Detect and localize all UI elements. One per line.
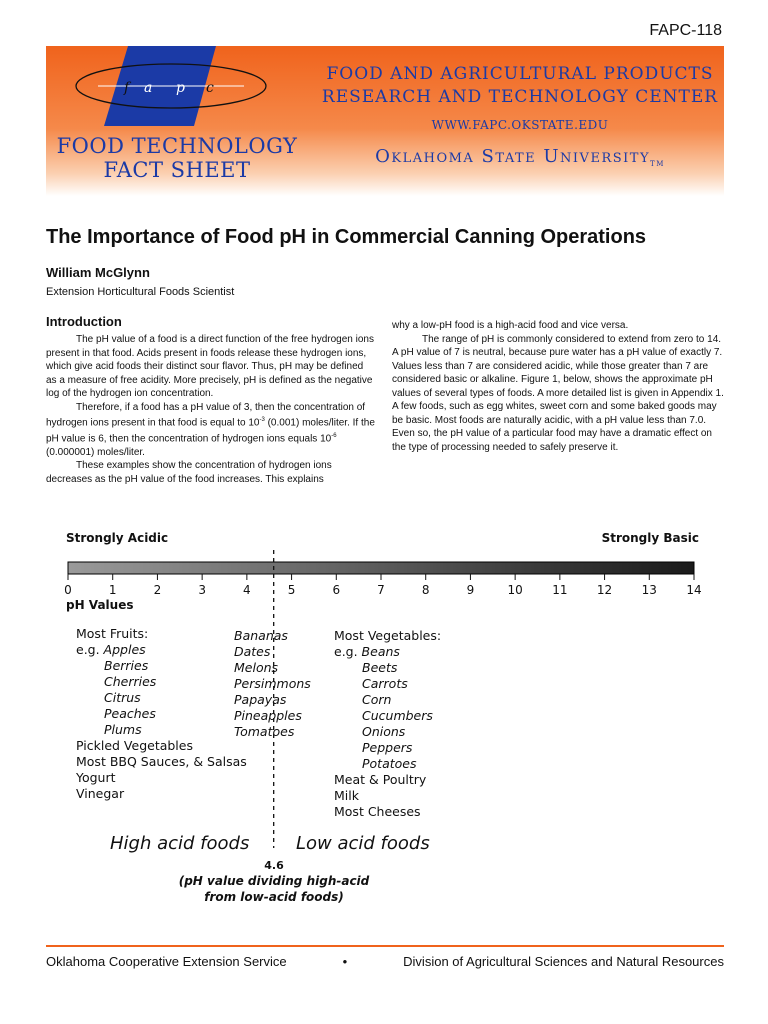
logo-letter-p: p	[176, 80, 185, 96]
food-item: Yogurt	[76, 770, 116, 785]
food-item: Most Vegetables:	[334, 628, 442, 643]
p2-text-c: (0.000001) moles/liter.	[46, 446, 145, 458]
author-name: William McGlynn	[46, 265, 150, 280]
food-item: Persimmons	[234, 676, 311, 691]
divider-note-line2: from low-acid foods)	[204, 890, 344, 904]
food-item: Citrus	[104, 690, 141, 705]
p2-text-a: Therefore, if a food has a pH value of 3, then the concentration of hydrogen ions present in that food is equal to 10	[46, 401, 366, 429]
scale-tick-label: 9	[466, 583, 475, 597]
right-column	[392, 319, 724, 454]
food-item: Bananas	[234, 628, 288, 643]
university-name	[320, 146, 720, 168]
food-item: Cherries	[104, 674, 157, 689]
food-item: Cucumbers	[362, 708, 433, 723]
food-item: Potatoes	[362, 756, 417, 771]
scale-tick-label: 8	[421, 583, 430, 597]
left-column	[46, 333, 376, 486]
scale-tick-label: 10	[507, 583, 523, 597]
right-paragraph-2: The range of pH is commonly considered to extend from zero to 14. A pH value of 7 is neutral, because pure water has a pH value of exactly 7. Values less than 7 are considered acidic, while those greater than 7 are considered basic or alkaline. Figure 1, below, shows the approximate pH values of several types of foods. A more detailed list is given in Appendix 1. A few foods, such as egg whites, sweet corn and some baked goods may be basic. Most foods are naturally acidic, with a pH value less than 7.0. Even so, the pH value of a particular food may have a dramatic effect on the type of processing needed to safely preserve it.	[392, 333, 724, 453]
food-item: Most Cheeses	[334, 804, 421, 819]
document-code: FAPC-118	[649, 22, 722, 39]
food-item: Plums	[104, 722, 142, 737]
footer-right: Division of Agricultural Sciences and Natural Resources	[403, 954, 724, 969]
logo-letter-f: f	[124, 80, 130, 96]
p2-exponent-2: -6	[331, 432, 337, 439]
logo-letter-a: a	[144, 80, 153, 96]
food-item: Tomatoes	[234, 724, 295, 739]
food-item: e.g. Beans	[334, 644, 400, 659]
footer	[46, 954, 724, 969]
right-paragraph-1: why a low-pH food is a high-acid food and vice versa.	[392, 320, 629, 331]
p2-exponent-1: -3	[259, 417, 265, 423]
scale-tick-label: 4	[243, 583, 251, 597]
ph-scale-bar	[68, 562, 694, 574]
author-role: Extension Horticultural Foods Scientist	[46, 286, 235, 298]
scale-tick-label: 7	[377, 583, 385, 597]
header-banner	[46, 46, 724, 196]
food-item: Onions	[362, 724, 406, 739]
food-item: Peaches	[104, 706, 156, 721]
trademark: TM	[650, 160, 665, 168]
scale-tick-label: 6	[332, 583, 341, 597]
ph-scale-figure	[0, 510, 768, 930]
food-item: Carrots	[362, 676, 408, 691]
intro-paragraph-2	[46, 401, 376, 460]
university-text: Oklahoma State University	[375, 146, 651, 167]
food-item: Berries	[104, 658, 149, 673]
food-item: Beets	[362, 660, 398, 675]
food-item: Meat & Poultry	[334, 772, 427, 787]
food-item: Corn	[362, 692, 392, 707]
scale-tick-label: 5	[287, 583, 296, 597]
footer-left: Oklahoma Cooperative Extension Service	[46, 954, 287, 969]
food-item: Melons	[234, 660, 279, 675]
center-name-line1: FOOD AND AGRICULTURAL PRODUCTS	[326, 64, 714, 84]
food-item: Most BBQ Sauces, & Salsas	[76, 754, 247, 769]
food-item: Milk	[334, 788, 359, 803]
food-item: Most Fruits:	[76, 626, 149, 641]
intro-paragraph-3: These examples show the concentration of hydrogen ions decreases as the pH value of the food increases. This explains	[46, 460, 332, 485]
food-item: Pickled Vegetables	[76, 738, 193, 753]
scale-tick-label: 13	[641, 583, 657, 597]
fact-sheet-line2: FACT SHEET	[103, 158, 251, 182]
p2-text-b: (0.001) moles/liter. If the pH value is 6, then the concentration of hydrogen ions equals 10	[46, 417, 375, 445]
food-item: Papayas	[234, 692, 287, 707]
website-url[interactable]: WWW.FAPC.OKSTATE.EDU	[431, 118, 609, 132]
food-item: Dates	[234, 644, 271, 659]
section-heading-introduction: Introduction	[46, 314, 122, 329]
center-name-line2: RESEARCH AND TECHNOLOGY CENTER	[321, 87, 719, 107]
food-item: Pineapples	[234, 708, 302, 723]
footer-bullet: •	[342, 954, 348, 969]
food-item: e.g. Apples	[76, 642, 146, 657]
strongly-acidic-label: Strongly Acidic	[66, 531, 169, 545]
scale-tick-label: 3	[198, 583, 206, 597]
scale-tick-label: 0	[64, 583, 72, 597]
fruits-column	[75, 626, 247, 801]
document-title: The Importance of Food pH in Commercial Canning Operations	[46, 226, 647, 248]
divider-note-line1: (pH value dividing high-acid	[178, 874, 370, 888]
food-item: Peppers	[362, 740, 413, 755]
food-item: Vinegar	[76, 786, 125, 801]
scale-tick-label: 1	[108, 583, 117, 597]
intro-paragraph-1: The pH value of a food is a direct function of the free hydrogen ions present in that food. Acids present in foods release these hydrogen ions, which give acid foods their distinct sour flavor. Thus, pH may be defined as a measure of free acidity. More precisely, pH is defined as the negative log of the hydrogen ion concentration.	[46, 334, 374, 399]
logo-letter-c: c	[206, 80, 214, 96]
scale-tick-label: 11	[552, 583, 568, 597]
ph-values-label: pH Values	[66, 598, 134, 612]
scale-tick-label: 14	[686, 583, 702, 597]
fact-sheet-line1: FOOD TECHNOLOGY	[56, 134, 298, 158]
high-acid-label: High acid foods	[110, 833, 250, 854]
vegetables-column	[334, 628, 441, 819]
low-acid-label: Low acid foods	[296, 833, 430, 854]
footer-rule	[46, 945, 724, 947]
near-neutral-fruits-column	[234, 628, 311, 739]
tick-layer	[64, 574, 701, 597]
scale-tick-label: 2	[153, 583, 162, 597]
scale-tick-label: 12	[596, 583, 613, 597]
divider-value-label: 4.6	[264, 859, 284, 872]
strongly-basic-label: Strongly Basic	[601, 531, 699, 545]
